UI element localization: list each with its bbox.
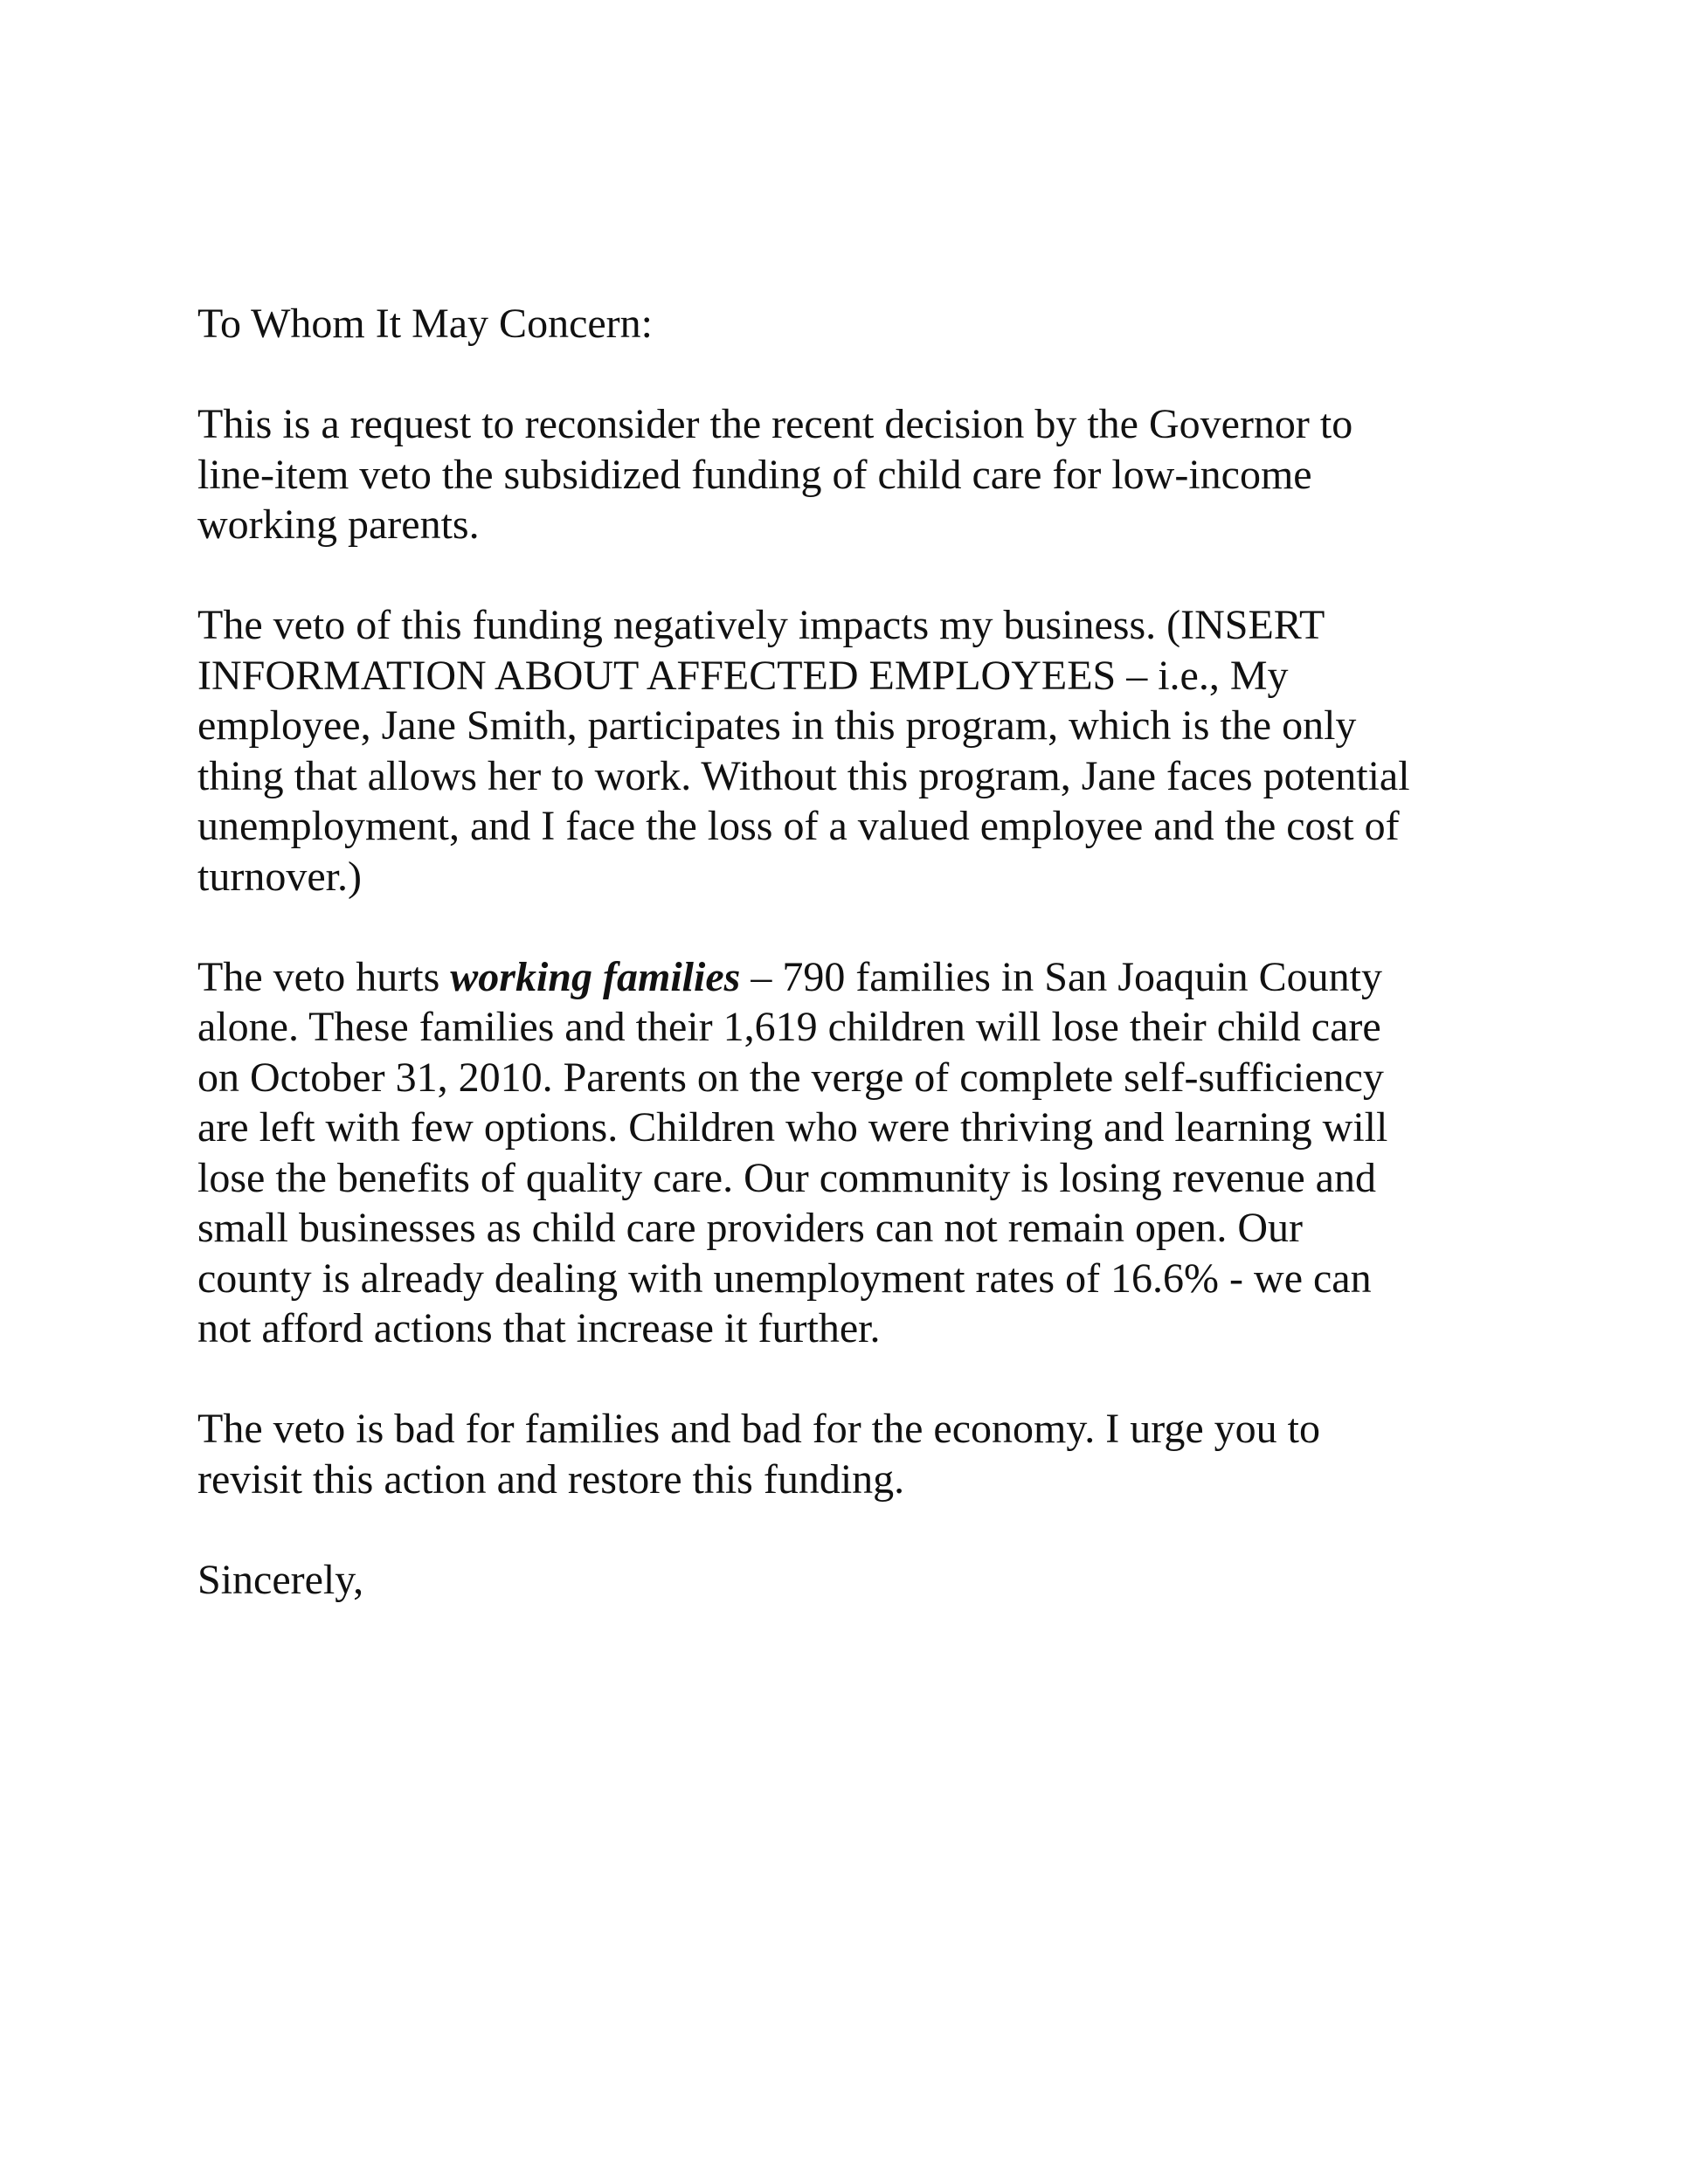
paragraph-line: The veto of this funding negatively impacts my business. (INSERT [197, 602, 1325, 648]
paragraph-business-impact [197, 600, 1508, 902]
paragraph-line: are left with few options. Children who were thriving and learning will [197, 1104, 1388, 1151]
paragraph-line: small businesses as child care providers can not remain open. Our [197, 1205, 1303, 1251]
paragraph-line: line-item veto the subsidized funding of child care for low-income [197, 451, 1312, 498]
paragraph-line: county is already dealing with unemployment rates of 16.6% - we can [197, 1254, 1372, 1302]
paragraph-families-impact [197, 952, 1508, 1354]
text-before-emphasis: The veto hurts [197, 953, 451, 1000]
salutation-text: To Whom It May Concern: [197, 301, 653, 347]
paragraph-line: The veto is bad for families and bad for the economy. I urge you to [197, 1406, 1320, 1452]
paragraph-line: lose the benefits of quality care. Our community is losing revenue and [197, 1154, 1376, 1201]
paragraph-line: on October 31, 2010. Parents on the verge of complete self-sufficiency [197, 1054, 1384, 1101]
paragraph-urge [197, 1404, 1508, 1504]
paragraph-request [197, 399, 1508, 550]
paragraph-line: turnover.) [197, 853, 362, 900]
letter-body [197, 299, 1508, 1655]
paragraph-line: employee, Jane Smith, participates in this program, which is the only [197, 702, 1357, 749]
paragraph-line: INFORMATION ABOUT AFFECTED EMPLOYEES – i.e., My [197, 652, 1289, 699]
paragraph-line: not afford actions that increase it further. [197, 1305, 881, 1351]
emphasis-working-families: working families [450, 953, 741, 1000]
paragraph-line: alone. These families and their 1,619 children will lose their child care [197, 1004, 1381, 1050]
salutation [197, 299, 1508, 349]
paragraph-line: unemployment, and I face the loss of a valued employee and the cost of [197, 803, 1400, 849]
paragraph-line: This is a request to reconsider the recent decision by the Governor to [197, 401, 1353, 447]
paragraph-line: revisit this action and restore this funding. [197, 1455, 905, 1503]
paragraph-line: working parents. [197, 501, 480, 548]
paragraph-line [197, 952, 1508, 1003]
closing [197, 1555, 1508, 1606]
text-after-emphasis: – 790 families in San Joaquin County [740, 953, 1382, 1000]
paragraph-line: thing that allows her to work. Without this program, Jane faces potential [197, 752, 1410, 799]
closing-text: Sincerely, [197, 1556, 364, 1603]
